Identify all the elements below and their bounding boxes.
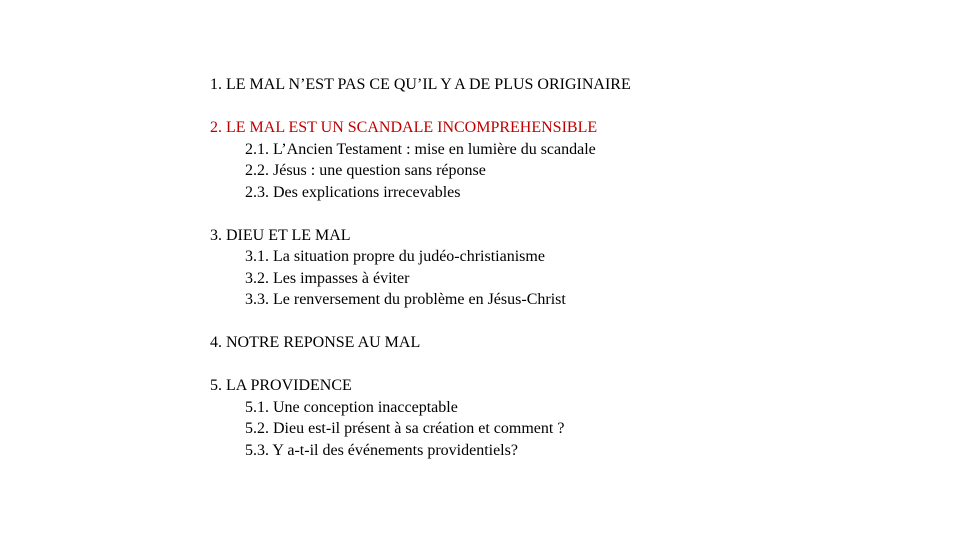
section-heading: 4. NOTRE REPONSE AU MAL (210, 334, 421, 351)
subsection-item: 2.2. Jésus : une question sans réponse (245, 162, 486, 179)
subsection-item: 3.2. Les impasses à éviter (245, 269, 410, 287)
subsection-item: 5.1. Une conception inacceptable (245, 398, 458, 416)
section-5 (210, 375, 910, 461)
section-heading: 1. LE MAL N’EST PAS CE QU’IL Y A DE PLUS ORIGINAIRE (210, 76, 631, 93)
section-heading: 3. DIEU ET LE MAL (210, 226, 351, 244)
section-2 (210, 117, 910, 203)
section-heading-highlighted: 2. LE MAL EST UN SCANDALE INCOMPREHENSIBLE (210, 119, 598, 136)
subsection-item: 5.3. Y a-t-il des événements providentiels? (245, 441, 518, 459)
subsection-item: 3.3. Le renversement du problème en Jésus-Christ (245, 291, 566, 308)
outline (210, 74, 910, 483)
subsection-item: 5.2. Dieu est-il présent à sa création et comment ? (245, 420, 565, 437)
section-1 (210, 74, 910, 96)
subsection-item: 2.1. L’Ancien Testament : mise en lumière du scandale (245, 140, 596, 158)
subsection-item: 2.3. Des explications irrecevables (245, 183, 461, 201)
section-3 (210, 225, 910, 311)
subsection-item: 3.1. La situation propre du judéo-christianisme (245, 248, 545, 265)
section-heading: 5. LA PROVIDENCE (210, 377, 352, 394)
section-4 (210, 332, 910, 354)
